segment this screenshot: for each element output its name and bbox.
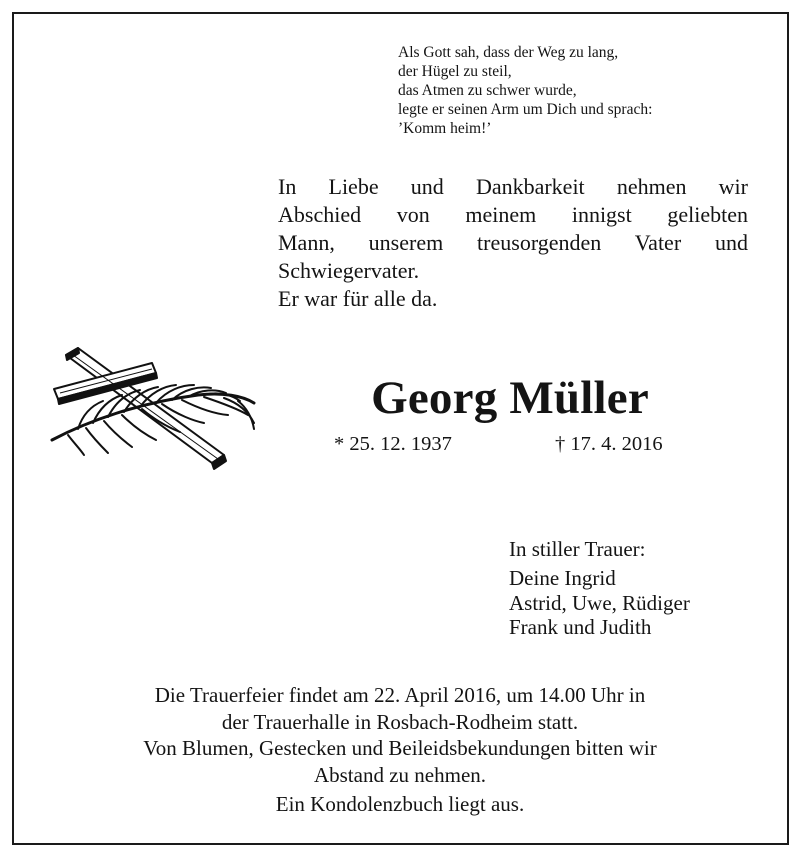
poem: [398, 43, 778, 138]
notice-line: Von Blumen, Gestecken und Beileidsbekundungen bitten wir: [143, 736, 657, 760]
farewell-line: In Liebe und Dankbarkeit nehmen wir: [278, 174, 748, 199]
deceased-name: Georg Müller: [371, 372, 649, 424]
farewell-line: Abschied von meinem innigst geliebten: [278, 202, 748, 227]
notice-line: Die Trauerfeier findet am 22. April 2016, um 14.00 Uhr in: [154, 683, 646, 707]
cross-with-palm-branch-icon: [48, 343, 260, 473]
farewell-line: Schwiegervater.: [278, 258, 420, 283]
poem-line: der Hügel zu steil,: [398, 63, 512, 80]
poem-line: ’Komm heim!’: [398, 120, 492, 137]
mourner-line: Frank und Judith: [509, 615, 652, 639]
mourner-line: Deine Ingrid: [509, 566, 616, 590]
poem-line: Als Gott sah, dass der Weg zu lang,: [398, 44, 619, 61]
notice-line: Ein Kondolenzbuch liegt aus.: [275, 792, 525, 816]
mourners-heading: In stiller Trauer:: [509, 537, 646, 561]
mourners-block: [509, 535, 779, 640]
notice-line: Abstand zu nehmen.: [313, 762, 487, 787]
mourner-line: Astrid, Uwe, Rüdiger: [509, 590, 690, 615]
death-date: † 17. 4. 2016: [555, 433, 663, 455]
farewell-line: Mann, unserem treusorgenden Vater und: [278, 230, 748, 255]
funeral-notice: [20, 682, 780, 818]
farewell-line: Er war für alle da.: [278, 286, 438, 311]
notice-line: der Trauerhalle in Rosbach-Rodheim statt.: [221, 709, 579, 734]
poem-line: das Atmen zu schwer wurde,: [398, 82, 577, 99]
birth-date: * 25. 12. 1937: [334, 433, 452, 455]
poem-line: legte er seinen Arm um Dich und sprach:: [398, 101, 653, 118]
farewell-text: [278, 173, 748, 313]
